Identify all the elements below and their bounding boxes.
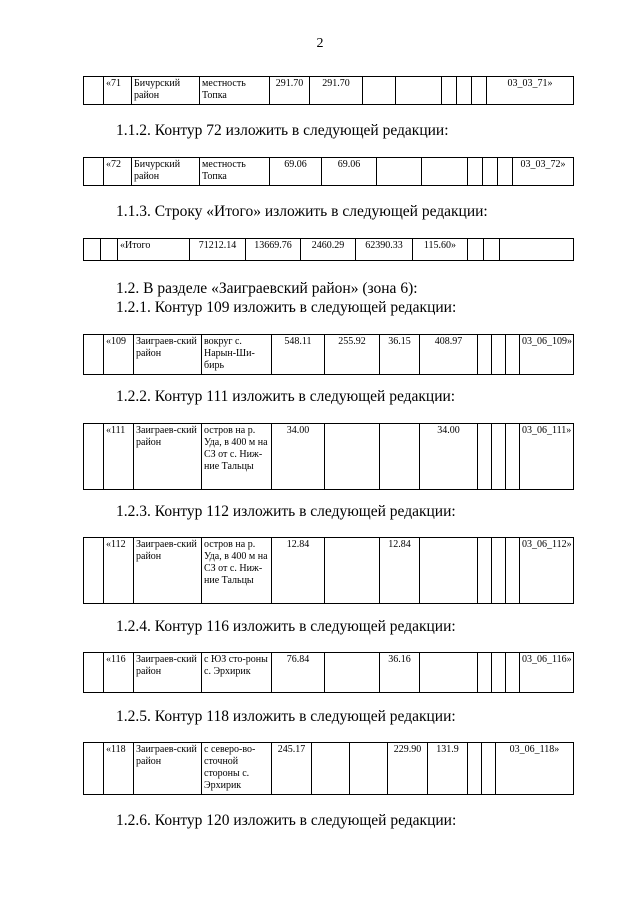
cell-value: 255.92 (325, 335, 380, 375)
cell-code: 03_03_72» (513, 158, 574, 186)
section-heading: 1.2.4. Контур 116 изложить в следующей редакции: (116, 618, 456, 635)
cell-number: «111 (104, 424, 134, 490)
cell-value: 291.70 (310, 77, 363, 105)
cell-value: 34.00 (420, 424, 478, 490)
cell-district: Заиграев-ский район (134, 743, 202, 795)
cell-value: 229.90 (388, 743, 428, 795)
cell-district: Заиграев-ский район (134, 335, 202, 375)
cell-location: с ЮЗ сто-роны с. Эрхирик (202, 653, 272, 693)
cell-area: 12.84 (272, 538, 325, 604)
cell-area: 69.06 (270, 158, 322, 186)
section-heading: 1.2.2. Контур 111 изложить в следующей редакции: (116, 388, 456, 405)
section-heading: 1.1.3. Строку «Итого» изложить в следующей редакции: (116, 203, 488, 220)
cell-area: 291.70 (270, 77, 310, 105)
cell-value: 131.9 (428, 743, 468, 795)
cell-value: 36.16 (380, 653, 420, 693)
cell-number: «72 (104, 158, 132, 186)
cell-number: «109 (104, 335, 134, 375)
cell-value: 2460.29 (301, 239, 356, 261)
table-row-contour-109 (83, 334, 574, 375)
cell-district: Заиграев-ский район (134, 424, 202, 490)
table-row-total (83, 238, 574, 261)
cell-area: 548.11 (272, 335, 325, 375)
table-row-contour-118 (83, 742, 574, 795)
cell-number: «112 (104, 538, 134, 604)
table-row-contour-116 (83, 652, 574, 693)
cell-location: остров на р. Уда, в 400 м на СЗ от с. Ниж-ние Тальцы (202, 424, 272, 490)
table-row-contour-111 (83, 423, 574, 490)
cell-location: остров на р. Уда, в 400 м на СЗ от с. Ниж-ние Тальцы (202, 538, 272, 604)
cell-code: 03_06_116» (520, 653, 574, 693)
cell-number: «116 (104, 653, 134, 693)
cell-code: 03_06_109» (520, 335, 574, 375)
section-heading: 1.2.6. Контур 120 изложить в следующей редакции: (116, 812, 457, 829)
cell-value: 408.97 (420, 335, 478, 375)
cell-area: 245.17 (272, 743, 312, 795)
cell-location: с северо-во-сточной стороны с. Эрхирик (202, 743, 272, 795)
section-heading: 1.1.2. Контур 72 изложить в следующей редакции: (116, 122, 449, 139)
cell-number: «71 (104, 77, 132, 105)
cell-location: вокруг с. Нарын-Ши-бирь (202, 335, 272, 375)
cell-code: 03_06_118» (496, 743, 574, 795)
cell-value: 62390.33 (356, 239, 413, 261)
cell-value: 115.60» (413, 239, 468, 261)
cell-code: 03_03_71» (487, 77, 574, 105)
cell-number: «118 (104, 743, 134, 795)
cell-value: 36.15 (380, 335, 420, 375)
cell-area: 34.00 (272, 424, 325, 490)
section-heading: 1.2.5. Контур 118 изложить в следующей редакции: (116, 708, 456, 725)
cell-code: 03_06_111» (520, 424, 574, 490)
cell-district: Заиграев-ский район (134, 653, 202, 693)
section-heading: 1.2.1. Контур 109 изложить в следующей редакции: (116, 299, 457, 316)
section-heading: 1.2. В разделе «Заиграевский район» (зона 6): (116, 280, 418, 297)
table-row-contour-71 (83, 76, 574, 105)
cell-code: 03_06_112» (520, 538, 574, 604)
cell-area: 76.84 (272, 653, 325, 693)
cell-label: «Итого (118, 239, 190, 261)
cell-value: 13669.76 (246, 239, 301, 261)
cell-location: местность Топка (200, 77, 270, 105)
cell-district: Бичурский район (132, 158, 200, 186)
cell-district: Бичурский район (132, 77, 200, 105)
table-row-contour-72 (83, 157, 574, 186)
cell-value: 71212.14 (190, 239, 246, 261)
cell-value: 12.84 (380, 538, 420, 604)
page-number: 2 (316, 36, 324, 51)
cell-district: Заиграев-ский район (134, 538, 202, 604)
cell-location: местность Топка (200, 158, 270, 186)
table-row-contour-112 (83, 537, 574, 604)
cell-value: 69.06 (322, 158, 377, 186)
section-heading: 1.2.3. Контур 112 изложить в следующей редакции: (116, 503, 456, 520)
